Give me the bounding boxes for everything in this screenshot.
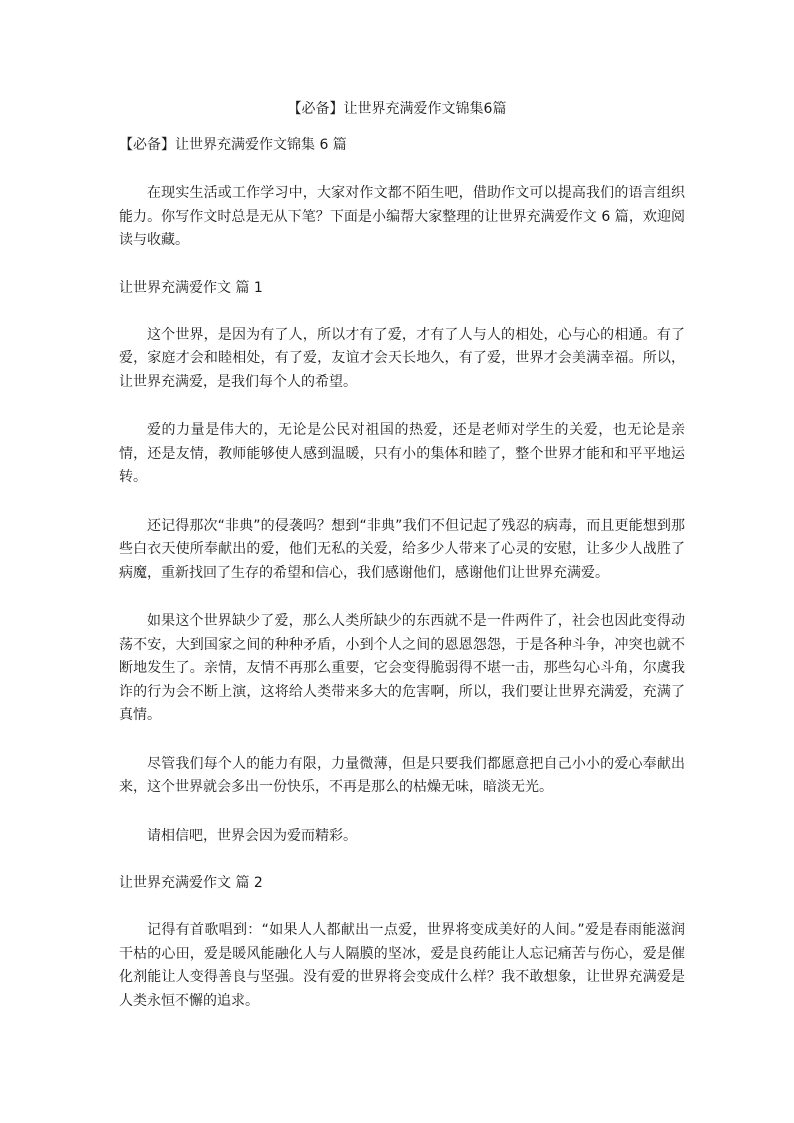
section-paragraph: 如果这个世界缺少了爱，那么人类所缺少的东西就不是一件两件了，社会也因此变得动荡不安，大到国家之间的种种矛盾，小到个人之间的恩恩怨怨，于是各种斗争，冲突也就不断地发生了。亲情，友情不再那么重要，它会变得脆弱得不堪一击，那些勾心斗角，尔虞我诈的行为会不断上演，这将给人类带来多大的危害啊，所以，我们要让世界充满爱，充满了真情。 bbox=[119, 613, 685, 723]
document-title: 【必备】让世界充满爱作文锦集6篇 bbox=[287, 101, 507, 117]
intro-paragraph: 在现实生活或工作学习中，大家对作文都不陌生吧，借助作文可以提高我们的语言组织能力。你写作文时总是无从下笔？下面是小编帮大家整理的让世界充满爱作文 6 篇，欢迎阅读与收藏。 bbox=[119, 185, 685, 248]
document-subtitle: 【必备】让世界充满爱作文锦集 6 篇 bbox=[119, 137, 347, 153]
essay-section-2 bbox=[119, 873, 685, 1013]
section-paragraph: 爱的力量是伟大的，无论是公民对祖国的热爱，还是老师对学生的关爱，也无论是亲情，还是友情，教师能够使人感到温暖，只有小的集体和睦了，整个世界才能和和平平地运转。 bbox=[119, 422, 685, 485]
section-heading: 让世界充满爱作文 篇 2 bbox=[119, 875, 263, 891]
section-paragraph: 这个世界，是因为有了人，所以才有了爱，才有了人与人的相处，心与心的相通。有了爱，家庭才会和睦相处，有了爱，友谊才会天长地久，有了爱，世界才会美满幸福。所以，让世界充满爱，是我们每个人的希望。 bbox=[119, 326, 685, 390]
section-paragraph: 还记得那次“非典”的侵袭吗？想到“非典”我们不但记起了残忍的病毒，而且更能想到那些白衣天使所奉献出的爱，他们无私的关爱，给多少人带来了心灵的安慰，让多少人战胜了病魔，重新找回了生存的希望和信心，我们感谢他们，感谢他们让世界充满爱。 bbox=[119, 517, 685, 581]
section-paragraph: 请相信吧，世界会因为爱而精彩。 bbox=[147, 827, 357, 844]
section-heading: 让世界充满爱作文 篇 1 bbox=[119, 279, 263, 296]
section-paragraph: 尽管我们每个人的能力有限，力量微薄，但是只要我们都愿意把自己小小的爱心奉献出来，这个世界就会多出一份快乐，不再是那么的枯燥无味，暗淡无光。 bbox=[119, 755, 685, 795]
essay-section-1 bbox=[119, 278, 685, 849]
section-paragraph: 记得有首歌唱到：“如果人人都献出一点爱，世界将变成美好的人间。”爱是春雨能滋润干枯的心田，爱是暖风能融化人与人隔膜的坚冰，爱是良药能让人忘记痛苦与伤心，爱是催化剂能让人变得善良与坚强。没有爱的世界将会变成什么样？我不敢想象，让世界充满爱是人类永恒不懈的追求。 bbox=[119, 922, 685, 1009]
document-body bbox=[119, 135, 685, 1038]
